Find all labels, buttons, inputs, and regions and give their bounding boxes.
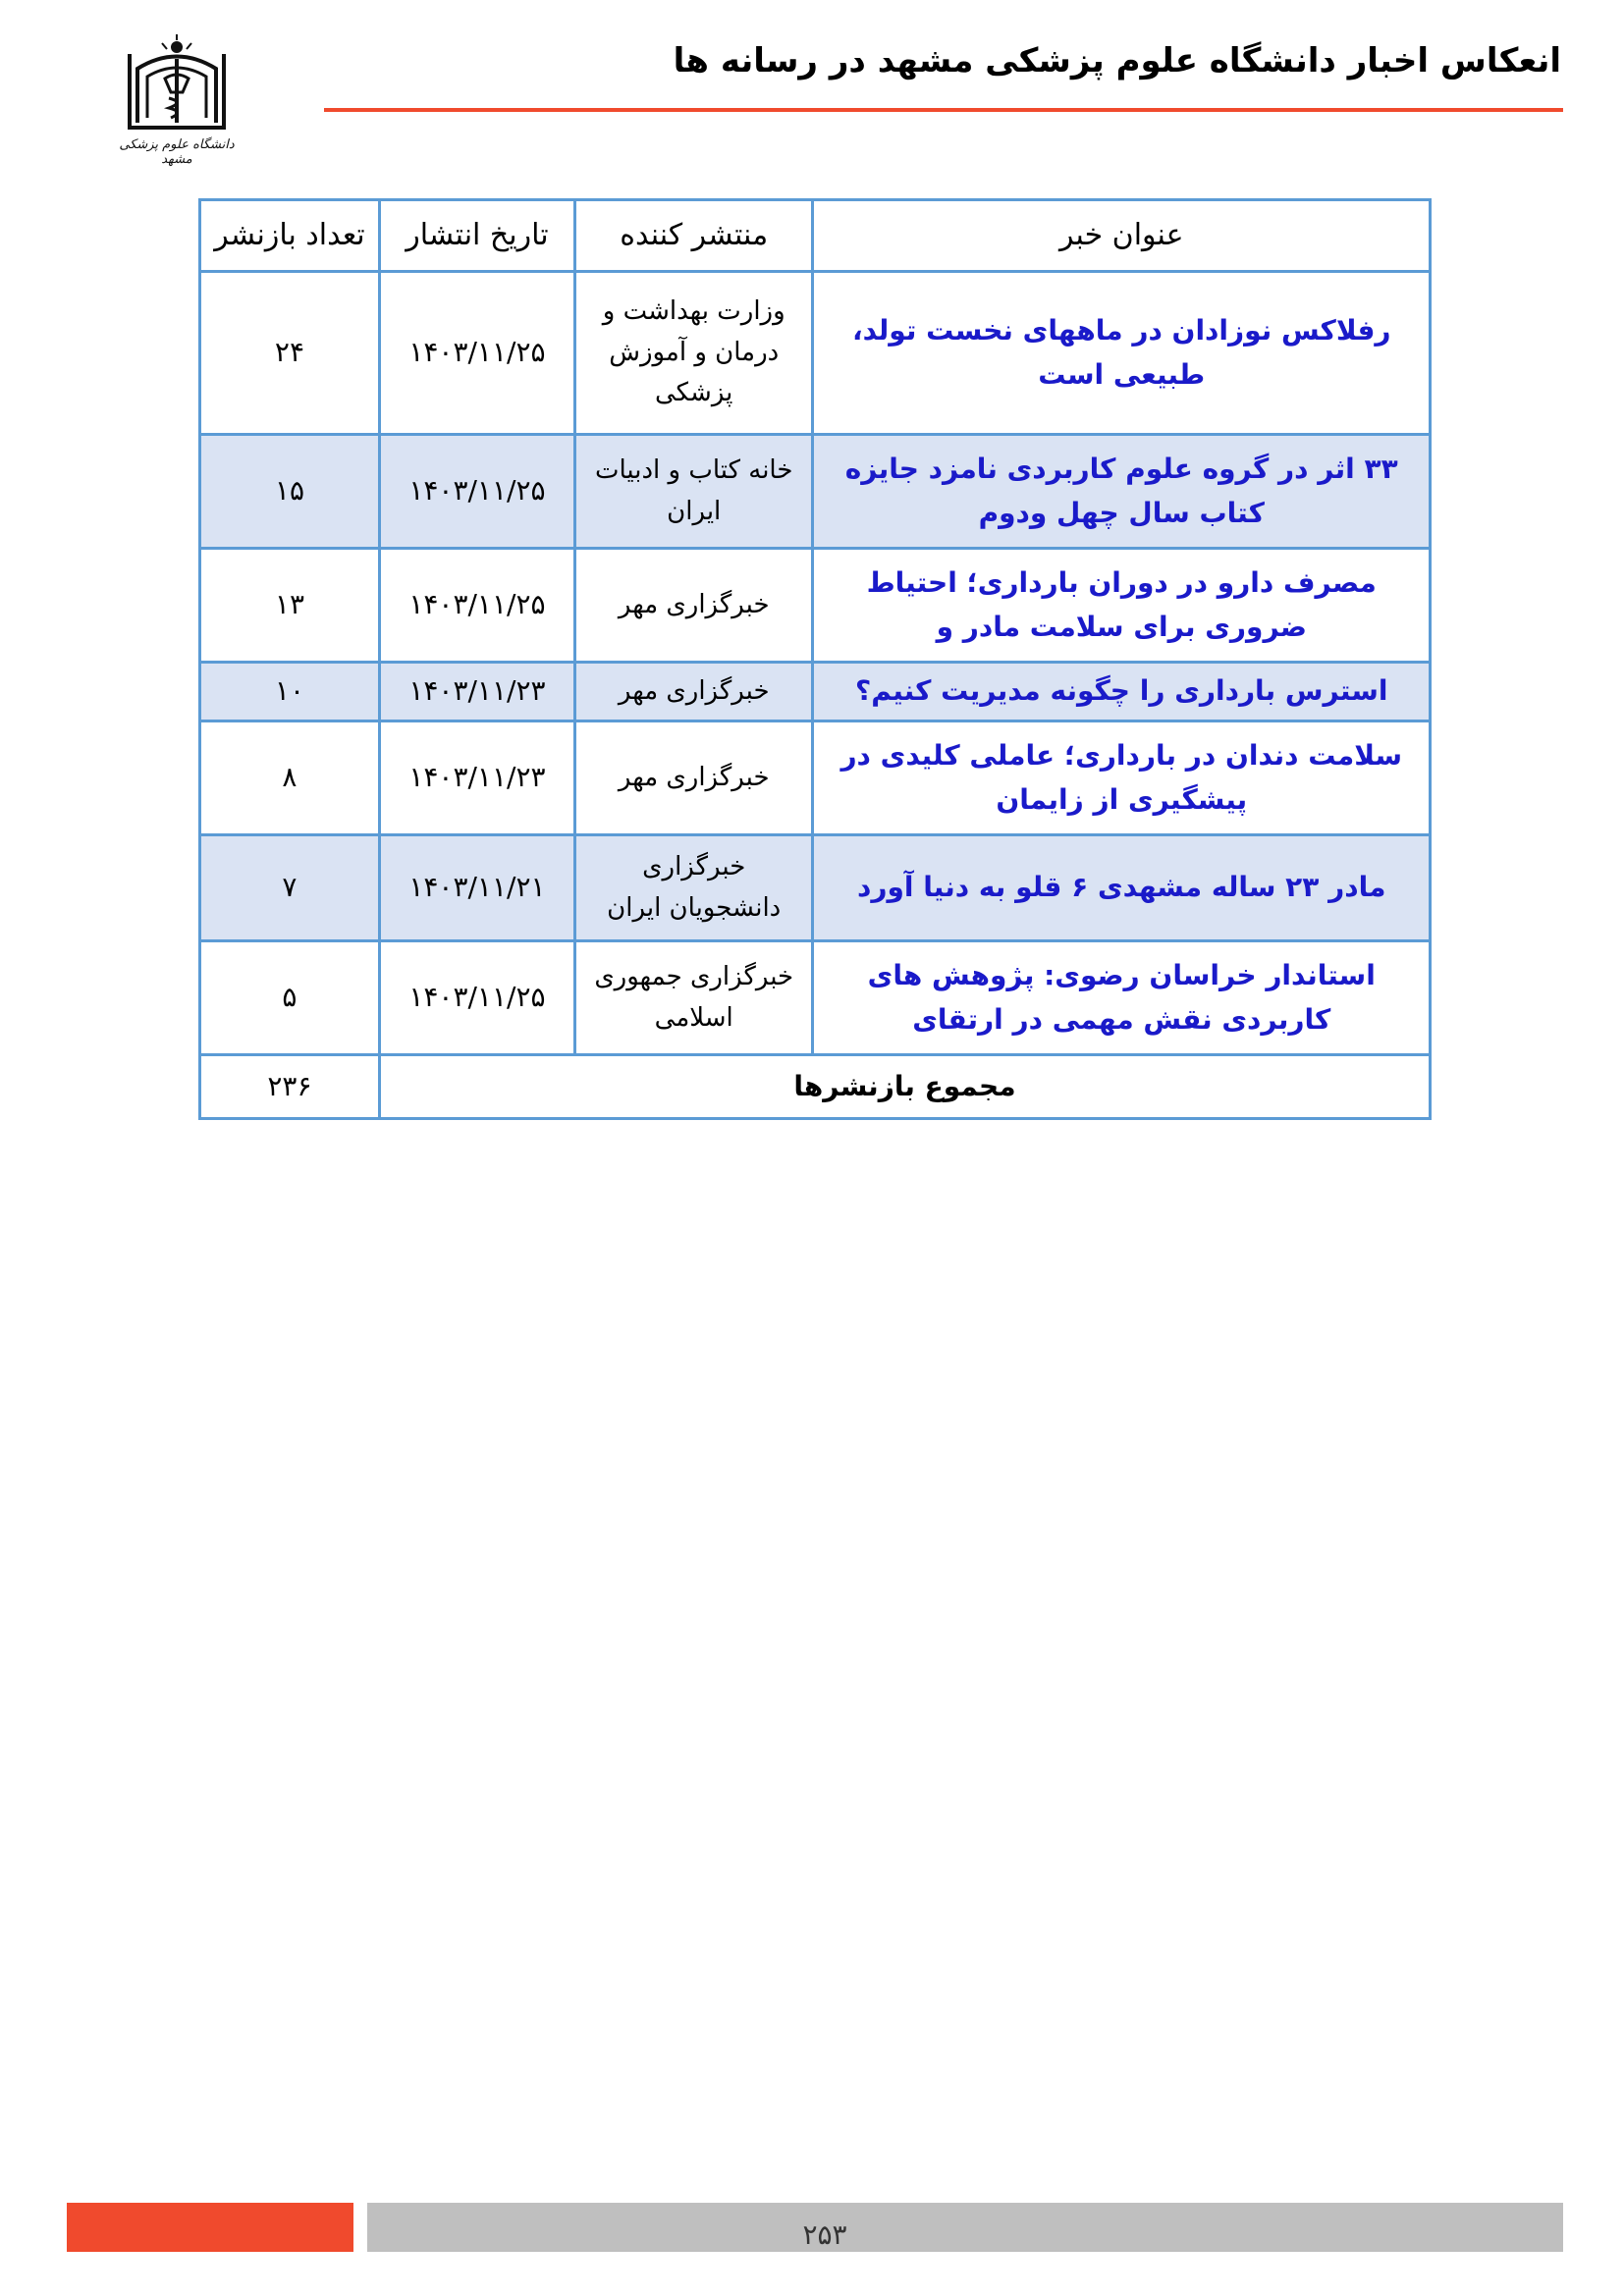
count-cell: ۸	[200, 721, 380, 835]
news-title-link[interactable]: مصرف دارو در دوران بارداری؛ احتیاط ضروری برای سلامت مادر و	[813, 549, 1431, 663]
publisher-cell: خبرگزاری مهر	[574, 663, 813, 721]
column-header-publisher: منتشر کننده	[574, 200, 813, 272]
publisher-cell: خبرگزاری مهر	[574, 721, 813, 835]
table-row	[200, 549, 1431, 663]
table-row	[200, 721, 1431, 835]
publisher-cell: خبرگزاری جمهوری اسلامی	[574, 941, 813, 1055]
news-title-link[interactable]: رفلاکس نوزادان در ماههای نخست تولد، طبیعی است	[813, 272, 1431, 435]
count-cell: ۱۵	[200, 435, 380, 549]
column-header-title: عنوان خبر	[813, 200, 1431, 272]
logo-caption: دانشگاه علوم پزشکی مشهد	[119, 137, 235, 167]
news-title-link[interactable]: استاندار خراسان رضوی: پژوهش های کاربردی نقش مهمی در ارتقای	[813, 941, 1431, 1055]
footer-bar	[367, 2203, 1563, 2252]
total-value: ۲۳۶	[200, 1055, 380, 1119]
table-row	[200, 941, 1431, 1055]
date-cell: ۱۴۰۳/۱۱/۲۵	[379, 435, 574, 549]
date-cell: ۱۴۰۳/۱۱/۲۵	[379, 549, 574, 663]
news-title-link[interactable]: مادر ۲۳ ساله مشهدی ۶ قلو به دنیا آورد	[813, 835, 1431, 941]
count-cell: ۱۳	[200, 549, 380, 663]
publisher-cell: وزارت بهداشت و درمان و آموزش پزشکی	[574, 272, 813, 435]
table-row	[200, 272, 1431, 435]
date-cell: ۱۴۰۳/۱۱/۲۳	[379, 663, 574, 721]
table-row	[200, 663, 1431, 721]
university-logo	[108, 29, 245, 167]
news-title-link[interactable]: ۳۳ اثر در گروه علوم کاربردی نامزد جایزه کتاب سال چهل ودوم	[813, 435, 1431, 549]
publisher-cell: خانه کتاب و ادبیات ایران	[574, 435, 813, 549]
count-cell: ۷	[200, 835, 380, 941]
total-label: مجموع بازنشرها	[379, 1055, 1430, 1119]
news-table	[198, 198, 1432, 1120]
page-number: ۲۵۳	[802, 2218, 847, 2251]
count-cell: ۲۴	[200, 272, 380, 435]
table-header-row	[200, 200, 1431, 272]
date-cell: ۱۴۰۳/۱۱/۲۵	[379, 941, 574, 1055]
news-title-link[interactable]: استرس بارداری را چگونه مدیریت کنیم؟	[813, 663, 1431, 721]
column-header-date: تاریخ انتشار	[379, 200, 574, 272]
footer-accent-bar	[67, 2203, 353, 2252]
publisher-cell: خبرگزاری دانشجویان ایران	[574, 835, 813, 941]
date-cell: ۱۴۰۳/۱۱/۲۱	[379, 835, 574, 941]
page-header-title: انعکاس اخبار دانشگاه علوم پزشکی مشهد در رسانه ها	[673, 41, 1561, 80]
column-header-count: تعداد بازنشر	[200, 200, 380, 272]
count-cell: ۱۰	[200, 663, 380, 721]
header-divider	[324, 108, 1563, 112]
date-cell: ۱۴۰۳/۱۱/۲۳	[379, 721, 574, 835]
date-cell: ۱۴۰۳/۱۱/۲۵	[379, 272, 574, 435]
publisher-cell: خبرگزاری مهر	[574, 549, 813, 663]
count-cell: ۵	[200, 941, 380, 1055]
table-row	[200, 435, 1431, 549]
news-title-link[interactable]: سلامت دندان در بارداری؛ عاملی کلیدی در پیشگیری از زایمان	[813, 721, 1431, 835]
table-total-row	[200, 1055, 1431, 1119]
table-row	[200, 835, 1431, 941]
